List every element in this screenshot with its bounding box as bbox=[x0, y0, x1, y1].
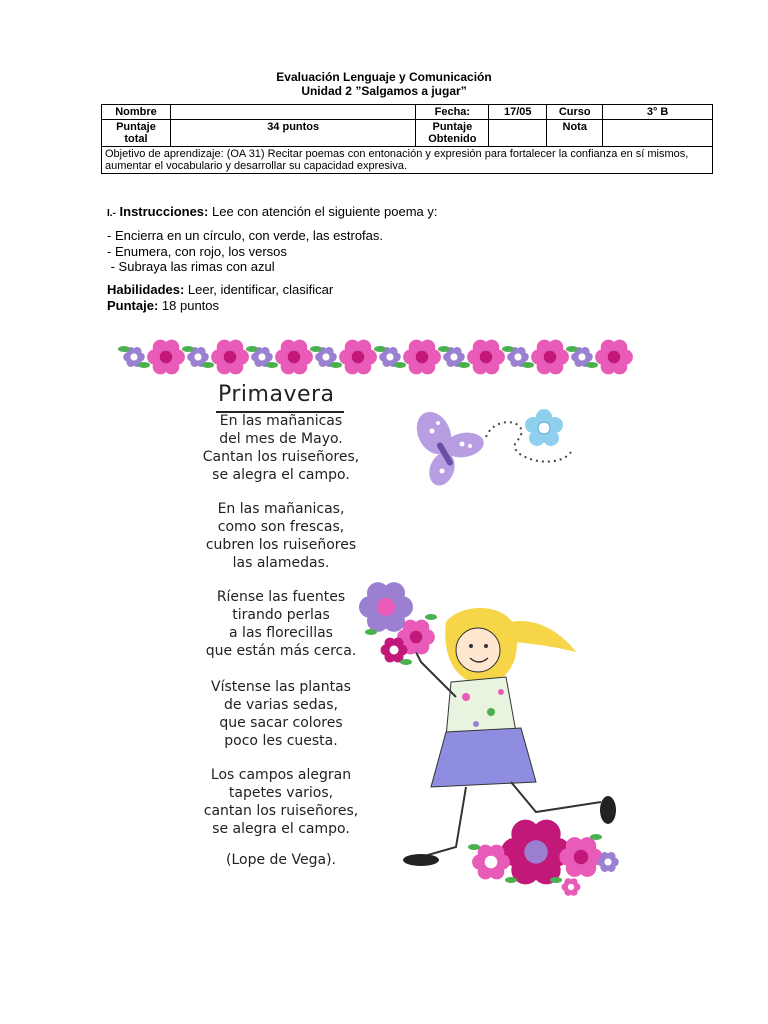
bottom-flower-icon bbox=[562, 878, 581, 895]
border-flower-icon bbox=[403, 340, 441, 375]
info-table bbox=[101, 104, 713, 174]
stanza-1 bbox=[186, 412, 376, 484]
flower-border-top bbox=[118, 340, 633, 375]
poem-author: (Lope de Vega). bbox=[226, 852, 336, 868]
puntaje-text: 18 puntos bbox=[161, 298, 220, 313]
instructions-text: Lee con atención el siguiente poema y: bbox=[212, 204, 438, 219]
header bbox=[0, 70, 768, 98]
verse: del mes de Mayo. bbox=[219, 431, 343, 447]
border-flower-icon bbox=[339, 340, 377, 375]
leaf-icon bbox=[138, 362, 150, 368]
butterfly-icon bbox=[410, 406, 486, 489]
info-row-1 bbox=[102, 105, 713, 120]
blue-flower-icon bbox=[525, 409, 563, 446]
verse: a las florecillas bbox=[229, 625, 333, 641]
poem-title: Primavera bbox=[218, 382, 335, 407]
border-flower-icon bbox=[595, 340, 633, 375]
leaf-icon bbox=[266, 362, 278, 368]
verse: tapetes varios, bbox=[228, 785, 334, 801]
stanza-4 bbox=[186, 678, 376, 750]
leaf-icon bbox=[394, 362, 406, 368]
puntaje-line bbox=[107, 298, 219, 314]
instructions-line bbox=[107, 204, 438, 222]
leaf-icon bbox=[330, 362, 342, 368]
border-flower-icon bbox=[147, 340, 185, 375]
border-flower-icon bbox=[467, 340, 505, 375]
leaf-icon bbox=[550, 877, 562, 883]
border-flower-icon bbox=[531, 340, 569, 375]
fecha-label: Fecha: bbox=[416, 105, 489, 120]
border-flower-icon bbox=[211, 340, 249, 375]
stanza-3 bbox=[186, 588, 376, 660]
verse: Cantan los ruiseñores, bbox=[202, 449, 360, 465]
verse: cantan los ruiseñores, bbox=[203, 803, 359, 819]
habilidades-text: Leer, identificar, clasificar bbox=[187, 282, 334, 297]
nombre-field[interactable] bbox=[170, 105, 415, 120]
fecha-value: 17/05 bbox=[489, 105, 547, 120]
verse: se alegra el campo. bbox=[212, 467, 350, 483]
puntaje-total-value: 34 puntos bbox=[170, 120, 415, 147]
leaf-icon bbox=[468, 844, 480, 850]
leaf-icon bbox=[182, 346, 194, 352]
leaf-icon bbox=[590, 834, 602, 840]
verse: se alegra el campo. bbox=[212, 821, 350, 837]
leaf-icon bbox=[438, 346, 450, 352]
leaf-icon bbox=[505, 877, 517, 883]
header-unit: Unidad 2 ”Salgamos a jugar” bbox=[301, 84, 467, 98]
leaf-icon bbox=[246, 346, 258, 352]
leaf-icon bbox=[425, 614, 437, 620]
leaf-icon bbox=[374, 346, 386, 352]
leaf-icon bbox=[202, 362, 214, 368]
leaf-icon bbox=[310, 346, 322, 352]
instructions-item-1: - Encierra en un círculo, con verde, las estrofas. bbox=[107, 228, 384, 243]
curso-label: Curso bbox=[547, 105, 603, 120]
habilidades-label: Habilidades: bbox=[107, 282, 185, 297]
leaf-icon bbox=[586, 362, 598, 368]
stanza-5 bbox=[186, 766, 376, 838]
instructions-item-3: - Subraya las rimas con azul bbox=[107, 259, 275, 274]
verse: de varias sedas, bbox=[224, 697, 338, 713]
leaf-icon bbox=[118, 346, 130, 352]
verse: tirando perlas bbox=[232, 607, 330, 623]
puntaje-obtenido-field[interactable] bbox=[489, 120, 547, 147]
instructions-number: I.- bbox=[107, 208, 116, 219]
puntaje-total-label: Puntaje total bbox=[102, 120, 171, 147]
border-flower-icon bbox=[275, 340, 313, 375]
poem-illustration bbox=[116, 332, 648, 912]
leaf-icon bbox=[566, 346, 578, 352]
verse: como son frescas, bbox=[217, 519, 345, 535]
habilidades-line bbox=[107, 282, 333, 298]
verse: que están más cerca. bbox=[205, 643, 357, 659]
leaf-icon bbox=[502, 346, 514, 352]
girl-illustration bbox=[403, 608, 616, 866]
info-row-3 bbox=[102, 147, 713, 174]
puntaje-label: Puntaje: bbox=[107, 298, 159, 313]
verse: las alamedas. bbox=[232, 555, 330, 571]
leaf-icon bbox=[400, 659, 412, 665]
bottom-flowers bbox=[468, 820, 619, 896]
verse: que sacar colores bbox=[219, 715, 343, 731]
instructions-label: Instrucciones: bbox=[119, 204, 209, 219]
verse: En las mañanicas bbox=[219, 413, 343, 429]
leaf-icon bbox=[522, 362, 534, 368]
verse: poco les cuesta. bbox=[224, 733, 338, 749]
curso-value: 3° B bbox=[603, 105, 713, 120]
verse: En las mañanicas, bbox=[217, 501, 345, 517]
nota-field[interactable] bbox=[603, 120, 713, 147]
verse: cubren los ruiseñores bbox=[205, 537, 357, 553]
nota-label: Nota bbox=[547, 120, 603, 147]
header-title: Evaluación Lenguaje y Comunicación bbox=[276, 70, 492, 84]
bottom-flower-icon bbox=[501, 820, 571, 885]
verse: Los campos alegran bbox=[210, 767, 352, 783]
nombre-label: Nombre bbox=[102, 105, 171, 120]
info-row-2 bbox=[102, 120, 713, 147]
puntaje-obtenido-label: Puntaje Obtenido bbox=[416, 120, 489, 147]
leaf-icon bbox=[458, 362, 470, 368]
objetivo-text: Objetivo de aprendizaje: (OA 31) Recitar poemas con entonación y expresión para fortalecer la confianza en sí mismos, aumentar el vocabulario y desarrollar su capacidad expresiva. bbox=[102, 147, 713, 174]
verse: Vístense las plantas bbox=[211, 679, 351, 695]
instructions-item-2: - Enumera, con rojo, los versos bbox=[107, 244, 287, 259]
stanza-2 bbox=[186, 500, 376, 572]
verse: Ríense las fuentes bbox=[216, 589, 346, 605]
